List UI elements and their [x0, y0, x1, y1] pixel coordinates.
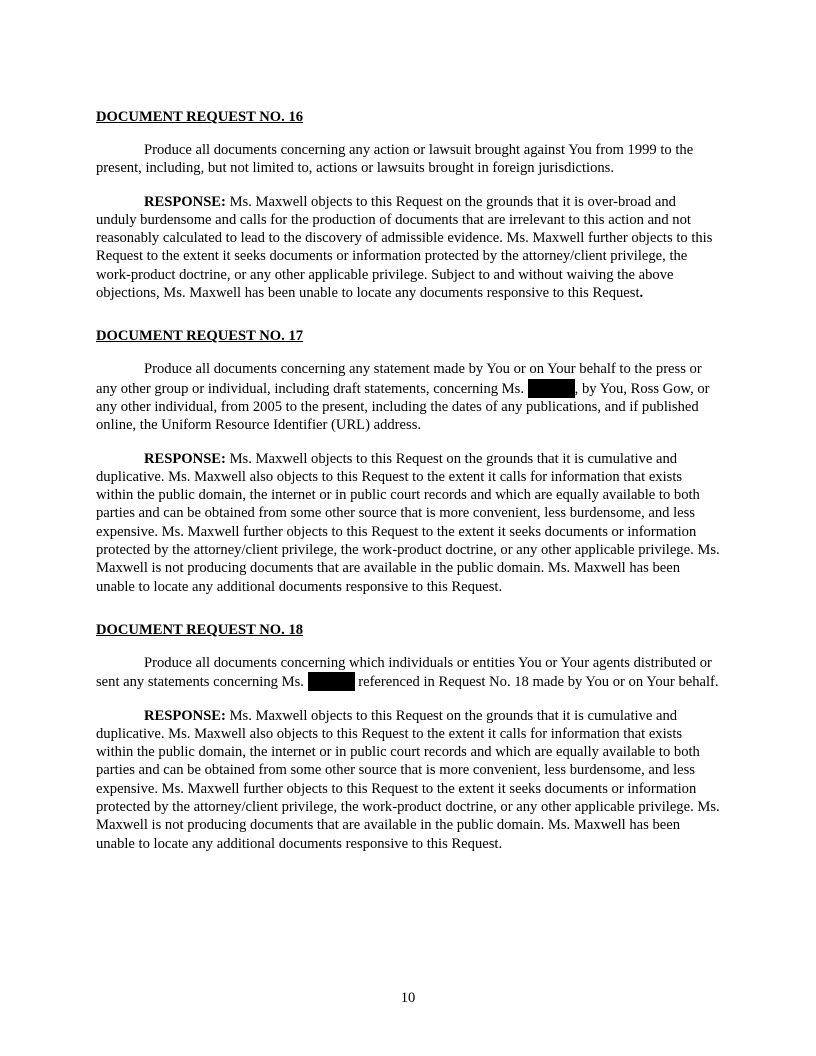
- request-17-text: Produce all documents concerning any statement made by You or on Your behalf to the press or any other group or individual, including draft statements, concerning Ms. , by You, Ross Gow, or any other individual, from 2005 to the present, including the dates of any publications, and if published online, the Uniform Resource Identifier (URL) address.: [96, 361, 710, 434]
- request-16-text: Produce all documents concerning any action or lawsuit brought against You from 1999 to the present, including, but not limited to, actions or lawsuits brought in foreign jurisdictions.: [96, 142, 694, 177]
- document-body: [96, 100, 720, 853]
- request-17-heading: DOCUMENT REQUEST NO. 17: [96, 328, 304, 345]
- response-label: RESPONSE:: [144, 707, 226, 724]
- request-16-heading: DOCUMENT REQUEST NO. 16: [96, 109, 304, 125]
- request-16-response: RESPONSE: Ms. Maxwell objects to this Request on the grounds that it is over-broad and unduly burdensome and calls for the production of documents that are irrelevant to this action and not reasonably calculated to lead to the discovery of admissible evidence. Ms. Maxwell further objects to this Request to the extent it seeks documents or information protected by the attorney/client privilege, the work-product doctrine, or any other applicable privilege. Subject to and without waiving the above objections, Ms. Maxwell has been unable to locate any documents responsive to this Request.: [96, 193, 713, 302]
- response-label: RESPONSE:: [144, 193, 226, 210]
- redaction-block: [528, 379, 575, 398]
- redaction-block: [308, 672, 355, 691]
- request-18-response: RESPONSE: Ms. Maxwell objects to this Request on the grounds that it is cumulative and duplicative. Ms. Maxwell also objects to this Request to the extent it calls for information that exists within the public domain, the internet or in public court records and which are equally available to both parties and can be obtained from some other source that is more convenient, less burdensome, and less expensive. Ms. Maxwell further objects to this Request to the extent it seeks documents or information protected by the attorney/client privilege, the work-product doctrine, or any other applicable privilege. Ms. Maxwell is not producing documents that are available in the public domain. Ms. Maxwell has been unable to locate any additional documents responsive to this Request.: [96, 707, 720, 852]
- request-18-text: Produce all documents concerning which individuals or entities You or Your agents distributed or sent any statements concerning Ms. referenced in Request No. 18 made by You or on Your behalf.: [96, 654, 719, 691]
- response-label: RESPONSE:: [144, 450, 226, 467]
- request-18-heading: DOCUMENT REQUEST NO. 18: [96, 621, 304, 638]
- page-number: 10: [400, 990, 416, 1006]
- request-17-response: RESPONSE: Ms. Maxwell objects to this Request on the grounds that it is cumulative and duplicative. Ms. Maxwell also objects to this Request to the extent it calls for information that exists within the public domain, the internet or in public court records and which are equally available to both parties and can be obtained from some other source that is more convenient, less burdensome, and less expensive. Ms. Maxwell further objects to this Request to the extent it seeks documents or information protected by the attorney/client privilege, the work-product doctrine, or any other applicable privilege. Ms. Maxwell is not producing documents that are available in the public domain. Ms. Maxwell has been unable to locate any additional documents responsive to this Request.: [96, 450, 720, 595]
